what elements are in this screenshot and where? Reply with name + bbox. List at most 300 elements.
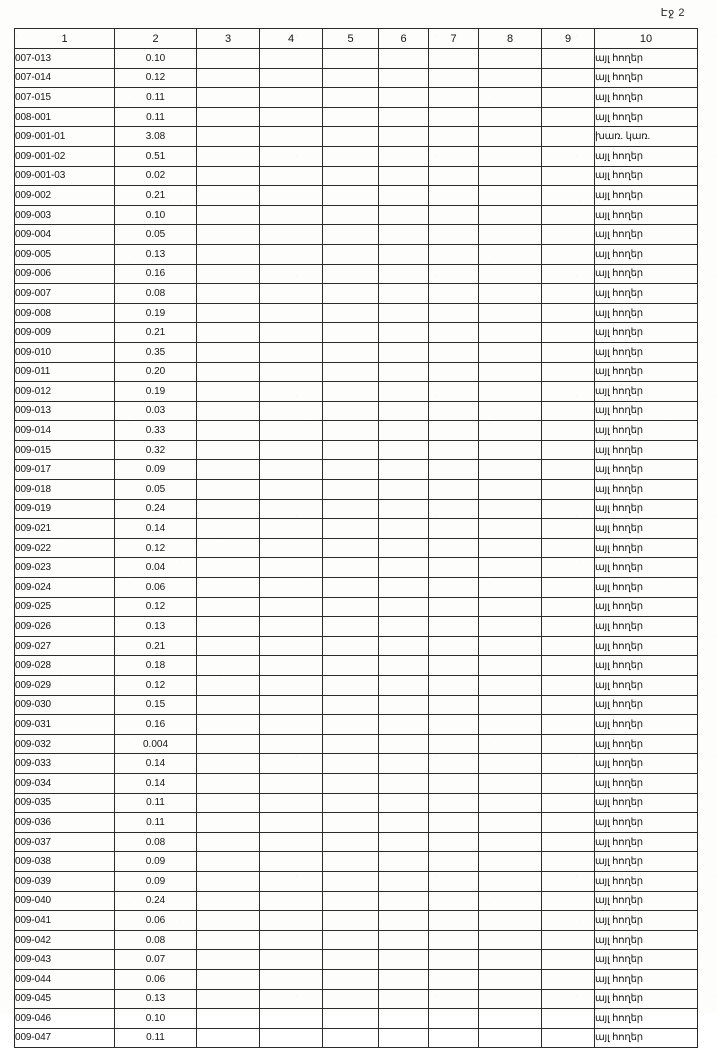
land-parcel-table: [14, 28, 698, 1048]
cell-empty-col5: [323, 793, 379, 813]
cell-empty-col5: [323, 773, 379, 793]
cell-empty-col7: [429, 1009, 479, 1029]
cell-parcel-code: 009-037: [15, 832, 115, 852]
cell-empty-col5: [323, 969, 379, 989]
cell-empty-col4: [260, 225, 323, 245]
cell-empty-col6: [379, 891, 429, 911]
cell-empty-col3: [197, 323, 260, 343]
cell-empty-col8: [479, 264, 542, 284]
cell-land-type: այլ հողեր: [595, 832, 698, 852]
cell-parcel-code: 009-025: [15, 597, 115, 617]
cell-empty-col8: [479, 852, 542, 872]
cell-land-type: այլ հողեր: [595, 891, 698, 911]
cell-area-value: 0.08: [115, 832, 197, 852]
cell-empty-col3: [197, 715, 260, 735]
cell-land-type: այլ հողեր: [595, 754, 698, 774]
cell-empty-col3: [197, 656, 260, 676]
cell-empty-col8: [479, 538, 542, 558]
cell-empty-col9: [542, 460, 595, 480]
cell-empty-col4: [260, 656, 323, 676]
cell-land-type: այլ հողեր: [595, 68, 698, 88]
column-header-6: 6: [379, 29, 429, 49]
cell-empty-col5: [323, 578, 379, 598]
cell-empty-col9: [542, 950, 595, 970]
cell-land-type: այլ հողեր: [595, 656, 698, 676]
cell-land-type: այլ հողեր: [595, 146, 698, 166]
cell-area-value: 0.04: [115, 558, 197, 578]
table-row: [15, 832, 698, 852]
cell-empty-col8: [479, 715, 542, 735]
cell-empty-col7: [429, 323, 479, 343]
cell-empty-col9: [542, 284, 595, 304]
cell-area-value: 0.16: [115, 715, 197, 735]
cell-land-type: այլ հողեր: [595, 950, 698, 970]
cell-empty-col6: [379, 715, 429, 735]
table-row: [15, 362, 698, 382]
cell-area-value: 0.21: [115, 636, 197, 656]
cell-parcel-code: 009-031: [15, 715, 115, 735]
cell-area-value: 0.14: [115, 754, 197, 774]
cell-land-type: այլ հողեր: [595, 244, 698, 264]
cell-empty-col6: [379, 754, 429, 774]
cell-empty-col4: [260, 244, 323, 264]
cell-empty-col4: [260, 146, 323, 166]
cell-empty-col3: [197, 871, 260, 891]
cell-empty-col7: [429, 460, 479, 480]
cell-empty-col5: [323, 519, 379, 539]
cell-empty-col9: [542, 832, 595, 852]
cell-empty-col6: [379, 1009, 429, 1029]
cell-empty-col4: [260, 284, 323, 304]
cell-parcel-code: 009-001-03: [15, 166, 115, 186]
cell-empty-col8: [479, 49, 542, 69]
cell-empty-col9: [542, 499, 595, 519]
table-row: [15, 284, 698, 304]
table-row: [15, 205, 698, 225]
cell-area-value: 0.06: [115, 578, 197, 598]
table-row: [15, 49, 698, 69]
cell-area-value: 0.10: [115, 1009, 197, 1029]
cell-empty-col9: [542, 891, 595, 911]
cell-empty-col5: [323, 342, 379, 362]
cell-empty-col7: [429, 871, 479, 891]
table-row: [15, 225, 698, 245]
cell-empty-col7: [429, 225, 479, 245]
cell-empty-col5: [323, 813, 379, 833]
cell-empty-col6: [379, 421, 429, 441]
cell-empty-col8: [479, 480, 542, 500]
cell-parcel-code: 009-038: [15, 852, 115, 872]
cell-empty-col3: [197, 127, 260, 147]
cell-land-type: այլ հողեր: [595, 558, 698, 578]
cell-empty-col4: [260, 676, 323, 696]
cell-parcel-code: 009-027: [15, 636, 115, 656]
cell-empty-col8: [479, 871, 542, 891]
cell-parcel-code: 009-026: [15, 617, 115, 637]
table-row: [15, 911, 698, 931]
cell-empty-col8: [479, 558, 542, 578]
cell-empty-col8: [479, 911, 542, 931]
cell-empty-col3: [197, 362, 260, 382]
cell-empty-col7: [429, 186, 479, 206]
cell-empty-col4: [260, 303, 323, 323]
cell-empty-col9: [542, 244, 595, 264]
cell-empty-col9: [542, 695, 595, 715]
cell-empty-col8: [479, 578, 542, 598]
cell-empty-col5: [323, 911, 379, 931]
cell-empty-col9: [542, 636, 595, 656]
cell-empty-col3: [197, 597, 260, 617]
cell-empty-col5: [323, 68, 379, 88]
cell-land-type: այլ հողեր: [595, 813, 698, 833]
cell-area-value: 0.11: [115, 813, 197, 833]
cell-empty-col3: [197, 1028, 260, 1048]
cell-empty-col8: [479, 244, 542, 264]
cell-empty-col3: [197, 303, 260, 323]
cell-empty-col7: [429, 695, 479, 715]
cell-empty-col5: [323, 891, 379, 911]
cell-empty-col6: [379, 146, 429, 166]
cell-empty-col8: [479, 989, 542, 1009]
cell-area-value: 0.08: [115, 930, 197, 950]
cell-empty-col7: [429, 127, 479, 147]
table-row: [15, 597, 698, 617]
cell-empty-col3: [197, 49, 260, 69]
cell-empty-col8: [479, 323, 542, 343]
cell-empty-col6: [379, 734, 429, 754]
cell-empty-col8: [479, 284, 542, 304]
table-header-row: [15, 29, 698, 49]
cell-parcel-code: 009-046: [15, 1009, 115, 1029]
table-row: [15, 969, 698, 989]
cell-empty-col7: [429, 676, 479, 696]
cell-empty-col3: [197, 813, 260, 833]
cell-land-type: այլ հողեր: [595, 852, 698, 872]
cell-parcel-code: 009-001-01: [15, 127, 115, 147]
cell-empty-col6: [379, 1028, 429, 1048]
cell-empty-col7: [429, 950, 479, 970]
cell-empty-col4: [260, 852, 323, 872]
table-row: [15, 1009, 698, 1029]
table-row: [15, 1028, 698, 1048]
table-row: [15, 323, 698, 343]
cell-empty-col6: [379, 342, 429, 362]
cell-empty-col5: [323, 989, 379, 1009]
cell-empty-col6: [379, 911, 429, 931]
cell-empty-col7: [429, 754, 479, 774]
cell-parcel-code: 009-017: [15, 460, 115, 480]
cell-empty-col7: [429, 832, 479, 852]
cell-empty-col8: [479, 499, 542, 519]
cell-area-value: 0.21: [115, 323, 197, 343]
page-header: [14, 6, 703, 24]
cell-empty-col3: [197, 440, 260, 460]
cell-empty-col8: [479, 832, 542, 852]
table-row: [15, 166, 698, 186]
cell-empty-col3: [197, 676, 260, 696]
cell-empty-col8: [479, 460, 542, 480]
cell-empty-col9: [542, 558, 595, 578]
cell-empty-col8: [479, 88, 542, 108]
cell-parcel-code: 009-024: [15, 578, 115, 598]
cell-empty-col7: [429, 382, 479, 402]
cell-empty-col7: [429, 264, 479, 284]
cell-empty-col8: [479, 636, 542, 656]
cell-empty-col9: [542, 538, 595, 558]
cell-area-value: 0.13: [115, 989, 197, 1009]
cell-empty-col5: [323, 382, 379, 402]
cell-empty-col5: [323, 323, 379, 343]
cell-empty-col7: [429, 891, 479, 911]
cell-empty-col9: [542, 754, 595, 774]
cell-area-value: 0.05: [115, 480, 197, 500]
cell-area-value: 0.12: [115, 68, 197, 88]
cell-area-value: 0.13: [115, 244, 197, 264]
page-number: Էջ 2: [660, 7, 685, 19]
cell-empty-col3: [197, 264, 260, 284]
cell-area-value: 0.11: [115, 88, 197, 108]
cell-empty-col8: [479, 342, 542, 362]
cell-empty-col3: [197, 636, 260, 656]
cell-empty-col9: [542, 205, 595, 225]
cell-empty-col9: [542, 68, 595, 88]
cell-empty-col6: [379, 989, 429, 1009]
cell-empty-col9: [542, 989, 595, 1009]
cell-land-type: այլ հողեր: [595, 1009, 698, 1029]
cell-land-type: այլ հողեր: [595, 49, 698, 69]
cell-parcel-code: 009-036: [15, 813, 115, 833]
column-header-7: 7: [429, 29, 479, 49]
table-row: [15, 519, 698, 539]
cell-empty-col6: [379, 499, 429, 519]
cell-empty-col4: [260, 127, 323, 147]
cell-empty-col7: [429, 989, 479, 1009]
cell-parcel-code: 009-019: [15, 499, 115, 519]
cell-empty-col3: [197, 225, 260, 245]
cell-empty-col9: [542, 773, 595, 793]
cell-parcel-code: 009-001-02: [15, 146, 115, 166]
cell-empty-col9: [542, 303, 595, 323]
cell-empty-col8: [479, 754, 542, 774]
table-row: [15, 676, 698, 696]
cell-empty-col3: [197, 166, 260, 186]
cell-empty-col9: [542, 1028, 595, 1048]
cell-empty-col3: [197, 401, 260, 421]
table-row: [15, 793, 698, 813]
cell-empty-col6: [379, 186, 429, 206]
cell-empty-col4: [260, 186, 323, 206]
cell-empty-col9: [542, 49, 595, 69]
column-header-2: 2: [115, 29, 197, 49]
cell-empty-col9: [542, 401, 595, 421]
cell-empty-col4: [260, 538, 323, 558]
cell-empty-col6: [379, 244, 429, 264]
cell-empty-col4: [260, 323, 323, 343]
cell-empty-col5: [323, 264, 379, 284]
cell-empty-col7: [429, 421, 479, 441]
cell-area-value: 0.14: [115, 773, 197, 793]
cell-land-type: այլ հողեր: [595, 264, 698, 284]
cell-area-value: 3.08: [115, 127, 197, 147]
table-row: [15, 930, 698, 950]
table-row: [15, 107, 698, 127]
cell-empty-col4: [260, 49, 323, 69]
table-row: [15, 734, 698, 754]
cell-land-type: այլ հողեր: [595, 205, 698, 225]
cell-empty-col5: [323, 244, 379, 264]
cell-area-value: 0.24: [115, 891, 197, 911]
cell-parcel-code: 007-015: [15, 88, 115, 108]
cell-empty-col9: [542, 734, 595, 754]
cell-empty-col6: [379, 813, 429, 833]
cell-empty-col9: [542, 421, 595, 441]
table-row: [15, 244, 698, 264]
cell-empty-col4: [260, 832, 323, 852]
cell-empty-col3: [197, 930, 260, 950]
cell-empty-col4: [260, 401, 323, 421]
cell-land-type: այլ հողեր: [595, 773, 698, 793]
cell-empty-col8: [479, 734, 542, 754]
cell-empty-col6: [379, 284, 429, 304]
cell-empty-col7: [429, 911, 479, 931]
cell-area-value: 0.09: [115, 871, 197, 891]
cell-empty-col9: [542, 342, 595, 362]
cell-land-type: այլ հողեր: [595, 421, 698, 441]
cell-area-value: 0.10: [115, 205, 197, 225]
cell-parcel-code: 009-047: [15, 1028, 115, 1048]
cell-empty-col4: [260, 891, 323, 911]
cell-empty-col4: [260, 519, 323, 539]
cell-empty-col5: [323, 440, 379, 460]
table-row: [15, 68, 698, 88]
cell-empty-col4: [260, 558, 323, 578]
cell-area-value: 0.13: [115, 617, 197, 637]
cell-empty-col8: [479, 656, 542, 676]
cell-empty-col8: [479, 1028, 542, 1048]
cell-empty-col8: [479, 421, 542, 441]
cell-area-value: 0.09: [115, 852, 197, 872]
cell-land-type: այլ հողեր: [595, 734, 698, 754]
cell-land-type: այլ հողեր: [595, 617, 698, 637]
cell-empty-col4: [260, 989, 323, 1009]
cell-empty-col9: [542, 264, 595, 284]
cell-empty-col4: [260, 695, 323, 715]
cell-empty-col7: [429, 107, 479, 127]
cell-empty-col3: [197, 421, 260, 441]
cell-empty-col7: [429, 205, 479, 225]
cell-empty-col8: [479, 146, 542, 166]
cell-land-type: այլ հողեր: [595, 793, 698, 813]
cell-empty-col3: [197, 734, 260, 754]
cell-empty-col9: [542, 225, 595, 245]
table-row: [15, 186, 698, 206]
cell-empty-col9: [542, 911, 595, 931]
cell-empty-col6: [379, 107, 429, 127]
cell-area-value: 0.11: [115, 107, 197, 127]
cell-empty-col7: [429, 969, 479, 989]
cell-land-type: այլ հողեր: [595, 499, 698, 519]
cell-empty-col5: [323, 146, 379, 166]
cell-empty-col5: [323, 617, 379, 637]
cell-empty-col6: [379, 480, 429, 500]
cell-empty-col8: [479, 166, 542, 186]
cell-empty-col6: [379, 440, 429, 460]
column-header-8: 8: [479, 29, 542, 49]
cell-empty-col8: [479, 930, 542, 950]
cell-empty-col9: [542, 519, 595, 539]
cell-land-type: այլ հողեր: [595, 303, 698, 323]
cell-parcel-code: 009-034: [15, 773, 115, 793]
cell-area-value: 0.11: [115, 1028, 197, 1048]
cell-empty-col7: [429, 88, 479, 108]
cell-area-value: 0.15: [115, 695, 197, 715]
table-row: [15, 891, 698, 911]
cell-area-value: 0.07: [115, 950, 197, 970]
cell-empty-col4: [260, 911, 323, 931]
cell-parcel-code: 009-042: [15, 930, 115, 950]
cell-parcel-code: 009-023: [15, 558, 115, 578]
table-row: [15, 754, 698, 774]
cell-parcel-code: 008-001: [15, 107, 115, 127]
cell-empty-col6: [379, 205, 429, 225]
table-row: [15, 421, 698, 441]
cell-empty-col8: [479, 891, 542, 911]
cell-empty-col6: [379, 832, 429, 852]
cell-empty-col7: [429, 636, 479, 656]
cell-empty-col3: [197, 499, 260, 519]
cell-empty-col6: [379, 88, 429, 108]
cell-empty-col6: [379, 597, 429, 617]
cell-empty-col9: [542, 813, 595, 833]
table-row: [15, 636, 698, 656]
cell-empty-col3: [197, 950, 260, 970]
cell-empty-col4: [260, 264, 323, 284]
cell-land-type: այլ հողեր: [595, 1028, 698, 1048]
cell-empty-col8: [479, 68, 542, 88]
cell-empty-col5: [323, 852, 379, 872]
cell-empty-col4: [260, 734, 323, 754]
cell-land-type: այլ հողեր: [595, 519, 698, 539]
cell-land-type: այլ հողեր: [595, 480, 698, 500]
cell-empty-col3: [197, 852, 260, 872]
cell-empty-col4: [260, 636, 323, 656]
cell-empty-col6: [379, 382, 429, 402]
cell-land-type: այլ հողեր: [595, 969, 698, 989]
cell-empty-col9: [542, 186, 595, 206]
column-header-1: 1: [15, 29, 115, 49]
cell-parcel-code: 009-022: [15, 538, 115, 558]
cell-empty-col6: [379, 617, 429, 637]
cell-empty-col6: [379, 852, 429, 872]
cell-empty-col7: [429, 166, 479, 186]
cell-empty-col7: [429, 480, 479, 500]
cell-empty-col4: [260, 68, 323, 88]
cell-empty-col4: [260, 205, 323, 225]
cell-empty-col9: [542, 676, 595, 696]
cell-empty-col6: [379, 519, 429, 539]
cell-land-type: այլ հողեր: [595, 225, 698, 245]
cell-empty-col8: [479, 597, 542, 617]
cell-empty-col3: [197, 969, 260, 989]
cell-empty-col6: [379, 773, 429, 793]
cell-land-type: խառ. կառ.: [595, 127, 698, 147]
cell-empty-col3: [197, 538, 260, 558]
cell-empty-col4: [260, 88, 323, 108]
cell-empty-col4: [260, 617, 323, 637]
cell-parcel-code: 009-040: [15, 891, 115, 911]
cell-empty-col5: [323, 186, 379, 206]
cell-empty-col6: [379, 401, 429, 421]
